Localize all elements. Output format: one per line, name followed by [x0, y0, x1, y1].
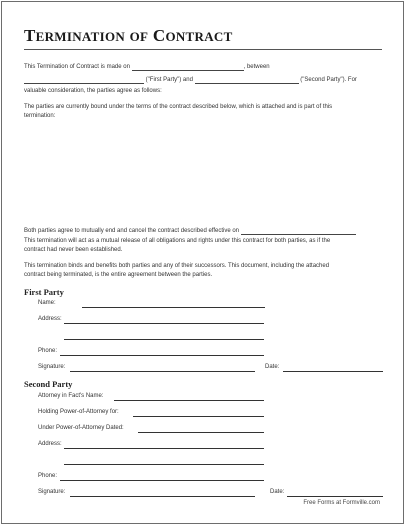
- holding-poa-label: Holding Power-of-Attorney for:: [38, 409, 119, 415]
- release-line-1: This termination will act as a mutual release of all obligations and rights under this contract for both parties, as if the: [24, 238, 331, 244]
- second-party-signature-field[interactable]: [70, 496, 255, 497]
- poa-dated-field[interactable]: [138, 432, 264, 433]
- first-party-address-field-1[interactable]: [64, 323, 264, 324]
- first-party-date-field[interactable]: [283, 371, 383, 372]
- first-party-name-blank[interactable]: [24, 77, 144, 84]
- second-party-address-field-2[interactable]: [64, 464, 264, 465]
- first-party-date-label: Date:: [265, 364, 280, 370]
- footer-credit: Free Forms at Formville.com: [303, 500, 380, 506]
- first-party-address-label: Address:: [38, 316, 62, 322]
- intro-line-2: ("First Party") and ("Second Party"). For: [24, 76, 357, 84]
- attorney-name-label: Attorney in Fact's Name:: [38, 393, 104, 399]
- release-line-2: contract had never been established.: [24, 247, 123, 253]
- binding-line-1: This termination binds and benefits both parties and any of their successors. This document, including the attached: [24, 263, 330, 269]
- second-party-date-label: Date:: [270, 489, 285, 495]
- effective-date-blank[interactable]: [241, 228, 356, 235]
- first-party-address-field-2[interactable]: [64, 339, 264, 340]
- title-divider: [24, 49, 382, 50]
- second-party-address-label: Address:: [38, 441, 62, 447]
- second-party-phone-label: Phone:: [38, 473, 58, 479]
- second-party-phone-field[interactable]: [60, 480, 264, 481]
- holding-poa-field[interactable]: [133, 416, 264, 417]
- contract-description-line-2: termination:: [24, 113, 56, 119]
- second-party-date-field[interactable]: [287, 496, 383, 497]
- contract-description-area[interactable]: [24, 122, 384, 222]
- first-party-signature-field[interactable]: [70, 371, 255, 372]
- intro-line-1: This Termination of Contract is made on , between: [24, 64, 270, 70]
- attorney-name-field[interactable]: [114, 400, 264, 401]
- poa-dated-label: Under Power-of-Attorney Dated:: [38, 425, 124, 431]
- document-title: TERMINATION OF CONTRACT: [24, 26, 233, 45]
- effective-date-line: Both parties agree to mutually end and cancel the contract described effective on: [24, 227, 356, 235]
- second-party-heading: Second Party: [24, 379, 73, 389]
- first-party-heading: First Party: [24, 287, 64, 297]
- first-party-phone-label: Phone:: [38, 348, 58, 354]
- contract-date-blank[interactable]: [132, 64, 244, 71]
- contract-description-line-1: The parties are currently bound under the terms of the contract described below, which is attached and is part of this: [24, 104, 333, 110]
- first-party-phone-field[interactable]: [60, 355, 264, 356]
- second-party-name-blank[interactable]: [195, 77, 299, 84]
- first-party-name-field[interactable]: [82, 307, 265, 308]
- binding-line-2: contract being terminated, is the entire agreement between the parties.: [24, 272, 213, 278]
- document-page: [1, 1, 404, 524]
- intro-line-3: valuable consideration, the parties agree as follows:: [24, 88, 162, 94]
- second-party-address-field-1[interactable]: [64, 448, 264, 449]
- second-party-signature-label: Signature:: [38, 489, 66, 495]
- first-party-name-label: Name:: [38, 300, 56, 306]
- first-party-signature-label: Signature:: [38, 364, 66, 370]
